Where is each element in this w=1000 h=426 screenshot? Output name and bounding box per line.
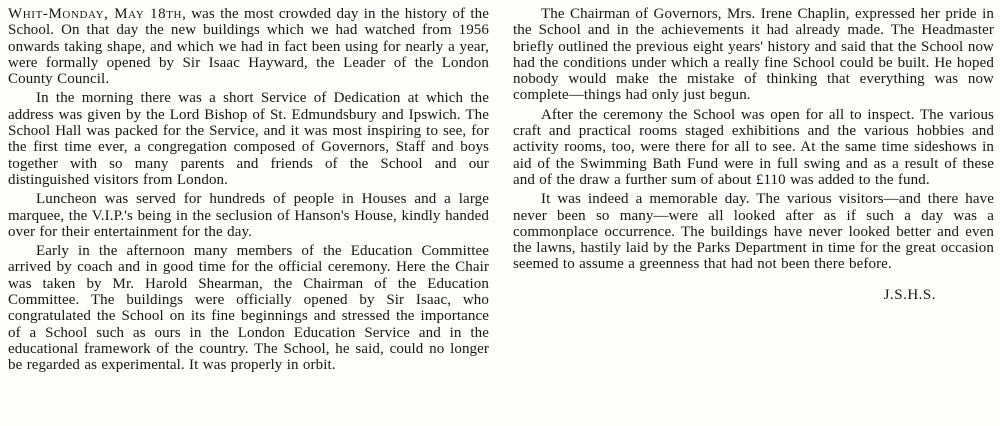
author-initials-signature: J.S.H.S. — [883, 286, 936, 303]
left-column — [8, 6, 489, 426]
paragraph: It was indeed a memorable day. The various visitors—and there have never been so many—were all looked after as if such a day was a commonplace occurrence. The buildings have never looked better and even the lawns, hastily laid by the Parks Department in time for the great occasion seemed to assume a greenness that had not been there before. — [513, 191, 994, 273]
paragraph-text: , was the most crowded day in the history of the School. On that day the new buildings which we had watched from 1956 onwards taking shape, and which we had in fact been using for nearly a year, were formally opened by Sir Isaac Hayward, the Leader of the London County Council. — [8, 6, 489, 88]
right-column — [513, 6, 994, 426]
opening-paragraph — [8, 6, 489, 87]
paragraph: Early in the afternoon many members of the Education Committee arrived by coach and in good time for the official ceremony. Here the Chair was taken by Mr. Harold Shearman, the Chairman of the Education Committee. The buildings were officially opened by Sir Isaac, who congratulated the School on its fine beginnings and stressed the importance of a School such as ours in the London Education Service and in the educational framework of the country. The School, he said, could no longer be regarded as experimental. It was properly in orbit. — [8, 243, 489, 374]
paragraph: The Chairman of Governors, Mrs. Irene Chaplin, expressed her pride in the School and in the achievements it had already made. The Headmaster briefly outlined the previous eight years' history and said that the School now had the conditions under which a really fine School could be built. He hoped nobody would make the mistake of thinking that everything was now complete—things had only just begun. — [513, 6, 994, 104]
paragraph: Luncheon was served for hundreds of people in Houses and a large marquee, the V.I.P.'s being in the seclusion of Hanson's House, kindly handed over for their entertainment for the day. — [8, 191, 489, 240]
paragraph: After the ceremony the School was open for all to inspect. The various craft and practical rooms staged exhibitions and the various hobbies and activity rooms, too, were there for all to see. At the same time sideshows in aid of the Swimming Bath Fund were in full swing and as a result of these and of the draw a further sum of about £110 was added to the fund. — [513, 106, 994, 188]
paragraph: In the morning there was a short Service of Dedication at which the address was given by the Lord Bishop of St. Edmundsbury and Ipswich. The School Hall was packed for the Service, and it was most inspiring to see, for the first time ever, a congregation composed of Governors, Staff and boys together with so many parents and friends of the School and our distinguished visitors from London. — [8, 90, 489, 188]
dateline-small-caps: Whit-Monday, May 18th — [8, 6, 183, 22]
